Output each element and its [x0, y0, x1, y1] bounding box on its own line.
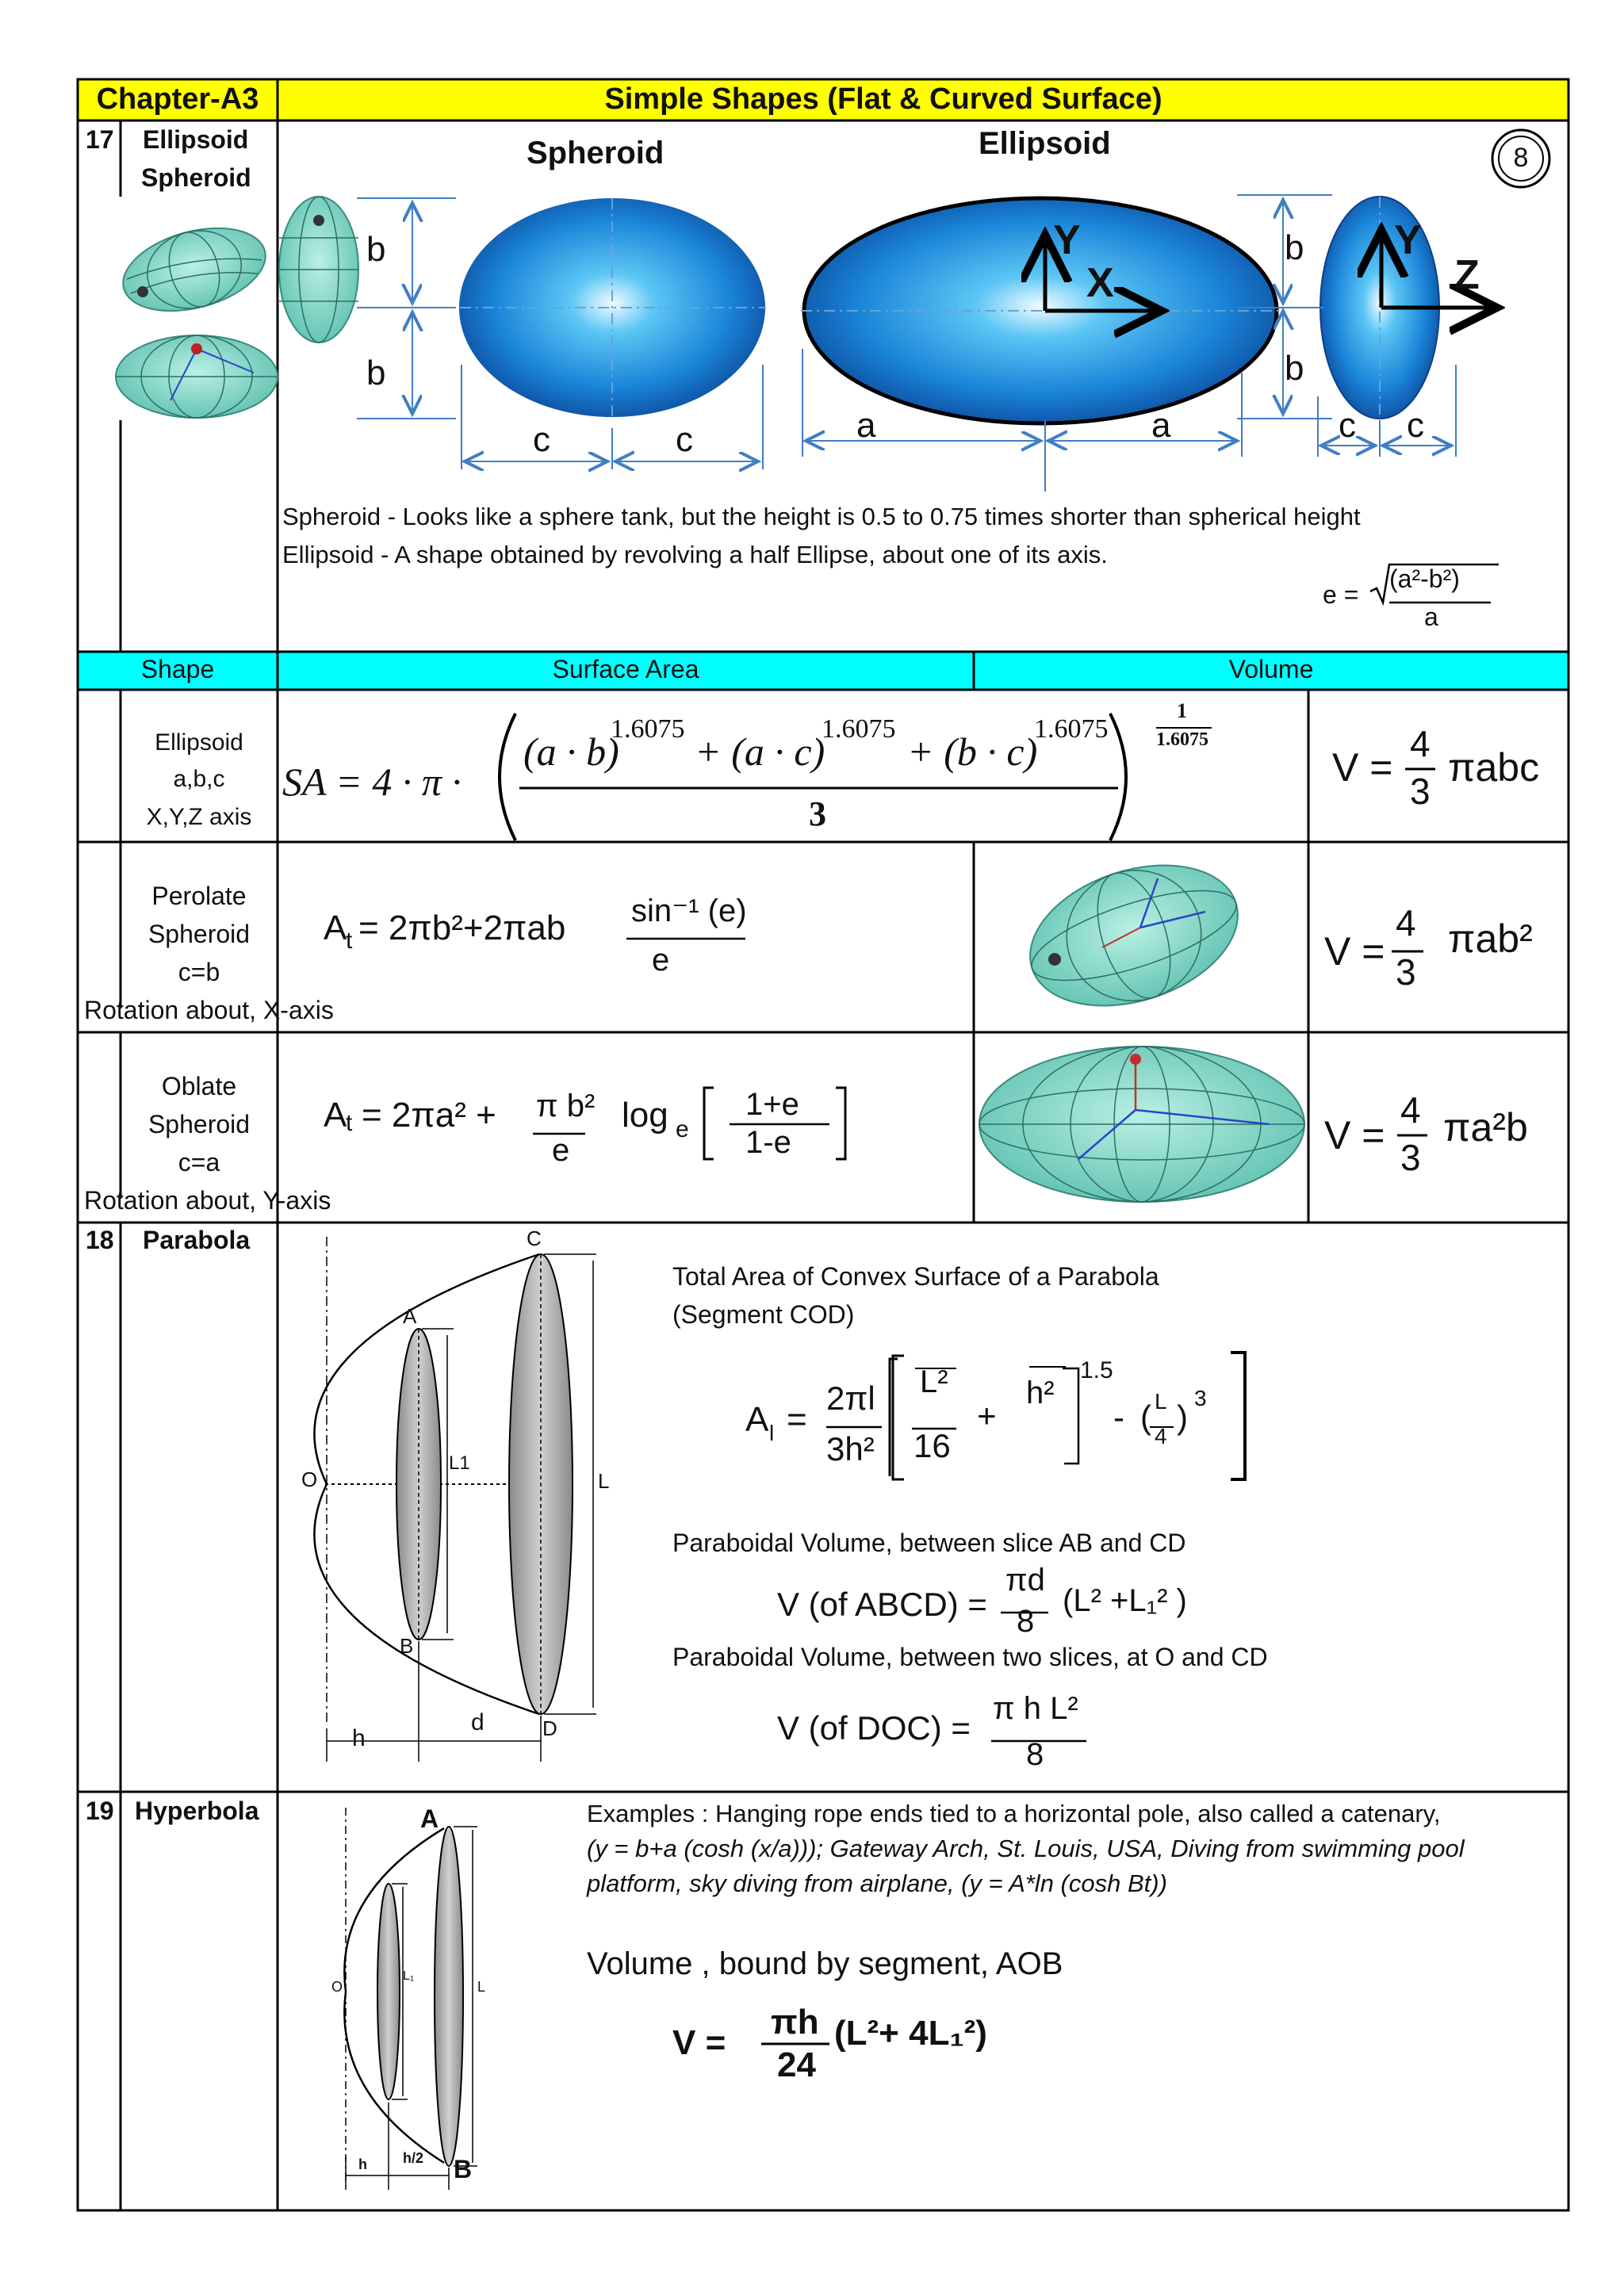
teal-ellipsoid-small-1	[114, 214, 275, 325]
parabola-label-l1: L1	[449, 1452, 470, 1474]
side-dim-b-bottom: b	[1285, 349, 1304, 388]
hyperbola-label-l: L	[477, 1979, 486, 1995]
parabola-vol2-den: 8	[1026, 1737, 1044, 1772]
parabola-vol1-rhs: (L² +L₁² )	[1063, 1583, 1187, 1618]
side-axis-z: Z	[1454, 252, 1480, 298]
prolate-sa-sub: t	[346, 928, 353, 954]
ellipsoid-sa-lhs: SA = 4 · π ·	[282, 760, 462, 804]
prolate-row-name2: Spheroid	[147, 920, 251, 948]
ellipsoid-dim-a-left: a	[856, 406, 876, 445]
ellipsoid-vol-num: 4	[1410, 723, 1431, 764]
parabola-area-title1: Total Area of Convex Surface of a Parabola	[672, 1262, 1159, 1291]
oblate-vol-num: 4	[1400, 1089, 1421, 1131]
parabola-vol2-title: Paraboidal Volume, between two slices, at O and CD	[672, 1643, 1268, 1671]
oblate-sa-log: log	[622, 1096, 668, 1135]
hyperbola-vol-rhs: (L²+ 4L₁²)	[834, 2014, 987, 2053]
oblate-sa-sub: t	[346, 1110, 353, 1136]
parabola-vol1-num: πd	[1005, 1563, 1045, 1598]
parabola-area-sub: l	[769, 1421, 775, 1445]
prolate-row-name3: c=b	[178, 958, 220, 986]
ellipsoid-vol-den: 3	[1410, 771, 1431, 812]
parabola-vol1-den: 8	[1017, 1604, 1035, 1639]
spheroid-description: Spheroid - Looks like a sphere tank, but the height is 0.5 to 0.75 times shorter than spherical height	[282, 503, 1361, 530]
oblate-rotation: Rotation about, Y-axis	[84, 1186, 331, 1215]
ellipsoid-row-name3: X,Y,Z axis	[146, 804, 252, 830]
ellipsoid-vol-rhs: πabc	[1448, 745, 1540, 790]
prolate-row-name1: Perolate	[151, 882, 247, 910]
oblate-row-name2: Spheroid	[147, 1110, 251, 1138]
prolate-sa-num: sin⁻¹ (e)	[631, 894, 747, 928]
hyperbola-label-a: A	[420, 1804, 439, 1833]
spheroid-dim-b-top: b	[366, 230, 386, 269]
parabola-area-last-exp: 3	[1194, 1386, 1207, 1410]
ellipsoid-row-name1: Ellipsoid	[155, 729, 243, 756]
prolate-vol-num: 4	[1396, 902, 1416, 943]
parabola-area-last-num: L	[1155, 1389, 1167, 1414]
ellipsoid-description: Ellipsoid - A shape obtained by revolving a half Ellipse, about one of its axis.	[282, 541, 1108, 568]
ellipsoid-heading: Ellipsoid	[979, 126, 1111, 161]
ellipsoid-axis-y: Y	[1053, 217, 1081, 263]
oblate-sa-log-sub: e	[676, 1116, 689, 1142]
page-title: Simple Shapes (Flat & Curved Surface)	[604, 82, 1162, 116]
hyperbola-label-b: B	[454, 2155, 473, 2183]
ellipsoid-sa-den: 3	[809, 794, 826, 833]
oblate-sa-br-num: 1+e	[745, 1087, 799, 1122]
sec19-number: 19	[86, 1797, 114, 1825]
ellipsoid-sa-exp1: 1.6075	[611, 714, 685, 744]
ellipsoid-vol-lhs: V =	[1332, 745, 1393, 790]
ellipsoid-sa-exp3: 1.6075	[1034, 714, 1109, 744]
prolate-sa-den: e	[652, 943, 670, 978]
parabola-area-lhs: A	[745, 1400, 769, 1439]
oblate-spheroid-figure	[979, 1047, 1304, 1202]
parabola-area-frac-num: 2πl	[826, 1380, 875, 1417]
hyperbola-label-h: h	[358, 2156, 367, 2172]
parabola-label-b: B	[400, 1634, 414, 1658]
oblate-vol-den: 3	[1400, 1137, 1421, 1178]
parabola-area-h2: h²	[1026, 1376, 1055, 1410]
parabola-area-rparen: )	[1177, 1399, 1188, 1436]
sec17-name-1: Ellipsoid	[143, 125, 249, 154]
chapter-label: Chapter-A3	[96, 82, 259, 116]
hyperbola-vol-den: 24	[777, 2045, 816, 2084]
parabola-area-exp: 1.5	[1080, 1357, 1113, 1383]
parabola-area-title2: (Segment COD)	[672, 1300, 855, 1329]
hyperbola-label-o: O	[331, 1979, 343, 1995]
col-shape-header: Shape	[140, 655, 215, 683]
sec17-number: 17	[86, 125, 114, 154]
eccentricity-numerator: (a²-b²)	[1389, 564, 1460, 593]
col-surface-header: Surface Area	[552, 655, 699, 683]
ellipsoid-sa-term1: (a · b)	[523, 729, 619, 774]
hyperbola-examples-2: (y = b+a (cosh (x/a))); Gateway Arch, St. Louis, USA, Diving from swimming pool	[587, 1835, 1465, 1862]
oblate-vol-lhs: V =	[1324, 1113, 1385, 1158]
oblate-sa-frac-num: π b²	[536, 1089, 596, 1123]
parabola-vol1-lhs: V (of ABCD) =	[777, 1586, 987, 1623]
hyperbola-examples-1: Examples : Hanging rope ends tied to a horizontal pole, also called a catenary,	[587, 1800, 1441, 1827]
hyperbola-vol-num: πh	[771, 2003, 819, 2042]
parabola-label-a: A	[403, 1304, 417, 1328]
hyperbola-vol-title: Volume , bound by segment, AOB	[587, 1946, 1063, 1981]
parabola-label-d: D	[542, 1716, 557, 1740]
prolate-sa-lhs: A	[324, 909, 347, 947]
side-axis-y: Y	[1394, 217, 1422, 263]
ellipsoid-sa-outer-den: 1.6075	[1156, 729, 1208, 750]
eccentricity-denominator: a	[1424, 603, 1438, 631]
parabola-area-last-den: 4	[1155, 1424, 1167, 1448]
side-dim-c-right: c	[1407, 406, 1424, 445]
prolate-sa-mid: = 2πb²+2πab	[358, 909, 566, 947]
sec18-number: 18	[86, 1226, 114, 1254]
prolate-rotation: Rotation about, X-axis	[84, 996, 334, 1024]
ellipsoid-sa-term3: + (b · c)	[907, 729, 1038, 774]
parabola-label-o: O	[301, 1468, 318, 1491]
parabola-area-inner-den: 16	[914, 1427, 951, 1464]
oblate-row-name1: Oblate	[161, 1072, 237, 1100]
spheroid-dim-c-left: c	[533, 420, 550, 459]
prolate-vol-den: 3	[1396, 951, 1416, 993]
oblate-row-name3: c=a	[178, 1148, 220, 1177]
ellipsoid-sa-outer-num: 1	[1177, 699, 1187, 722]
teal-ellipsoid-small-3	[116, 335, 278, 418]
side-dim-b-top: b	[1285, 228, 1304, 267]
oblate-sa-br-den: 1-e	[745, 1125, 791, 1160]
parabola-label-l: L	[598, 1469, 610, 1493]
col-volume-header: Volume	[1228, 655, 1314, 683]
parabola-label-c: C	[527, 1226, 542, 1250]
parabola-vol2-lhs: V (of DOC) =	[777, 1709, 971, 1747]
side-dim-c-left: c	[1339, 406, 1356, 445]
ellipsoid-dim-a-right: a	[1151, 406, 1171, 445]
sec17-name-2: Spheroid	[141, 163, 251, 192]
spheroid-dim-b-bottom: b	[366, 354, 386, 392]
parabola-label-h: h	[352, 1725, 366, 1751]
hyperbola-label-h2: h/2	[403, 2150, 424, 2166]
prolate-spheroid-figure	[1012, 840, 1255, 1030]
prolate-vol-lhs: V =	[1324, 929, 1385, 974]
hyperbola-figure	[344, 1808, 477, 2190]
parabola-vol2-num: π h L²	[993, 1691, 1078, 1726]
prolate-vol-rhs: πab²	[1448, 916, 1533, 961]
parabola-area-minus: -	[1113, 1399, 1124, 1436]
oblate-sa-lhs: A	[324, 1096, 347, 1135]
teal-ellipsoid-small-2	[279, 197, 358, 342]
ellipsoid-sa-exp2: 1.6075	[822, 714, 896, 744]
ellipsoid-row-name2: a,b,c	[173, 766, 225, 792]
hyperbola-examples-3: platform, sky diving from airplane, (y = A*ln (cosh Bt))	[587, 1869, 1167, 1897]
spheroid-heading: Spheroid	[527, 136, 665, 170]
sec18-name: Parabola	[143, 1226, 251, 1254]
parabola-vol1-title: Paraboidal Volume, between slice AB and CD	[672, 1529, 1186, 1557]
sec19-name: Hyperbola	[135, 1797, 259, 1825]
oblate-sa-mid: = 2πa² +	[362, 1096, 496, 1135]
ellipsoid-sa-term2: + (a · c)	[695, 729, 825, 774]
parabola-area-lparen: (	[1140, 1399, 1151, 1436]
page-badge: 8	[1513, 143, 1529, 173]
ellipsoid-axis-x: X	[1086, 260, 1114, 306]
parabola-figure	[314, 1237, 596, 1762]
parabola-area-inner-num: L²	[920, 1364, 948, 1399]
hyperbola-label-l1: L₁	[403, 1969, 415, 1983]
eccentricity-lhs: e =	[1323, 580, 1359, 609]
oblate-vol-rhs: πa²b	[1443, 1105, 1528, 1150]
parabola-label-d-dim: d	[471, 1709, 485, 1735]
hyperbola-vol-lhs: V =	[672, 2023, 726, 2062]
spheroid-dim-c-right: c	[676, 420, 693, 459]
parabola-area-eq: =	[787, 1400, 807, 1439]
parabola-area-frac-den: 3h²	[826, 1430, 875, 1468]
oblate-sa-frac-den: e	[552, 1133, 570, 1168]
parabola-area-plus: +	[977, 1397, 997, 1434]
